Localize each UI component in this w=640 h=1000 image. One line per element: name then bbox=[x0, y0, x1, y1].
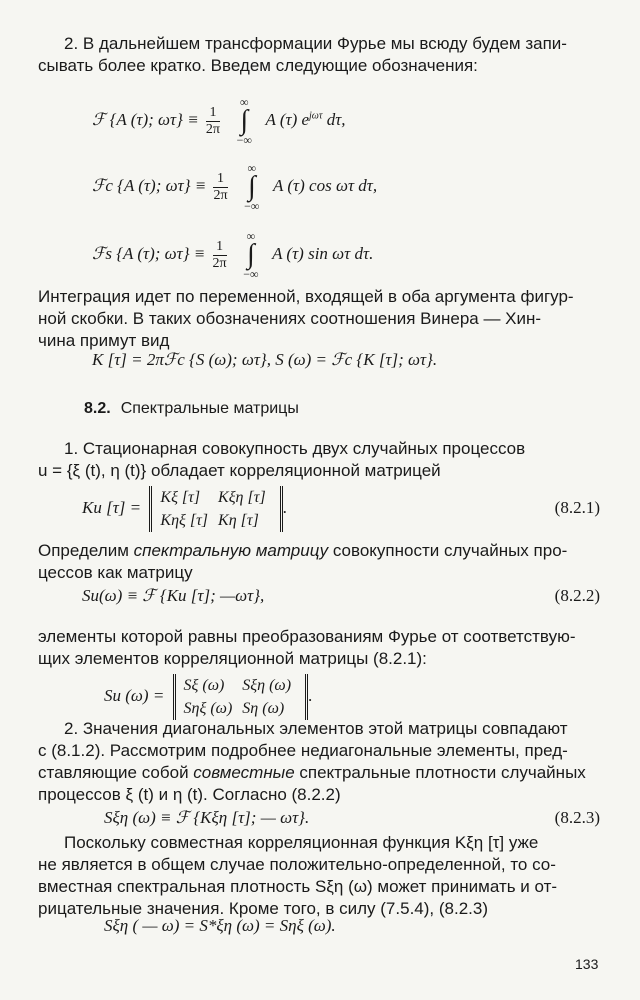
integral-sign: ∞ ∫ −∞ bbox=[244, 161, 260, 213]
correlation-matrix: Kξ [τ] Kξη [τ] Kηξ [τ] Kη [τ] bbox=[149, 486, 282, 532]
equation-number: (8.2.3) bbox=[554, 808, 600, 827]
fraction: $\frac{1}{2\pi}$ bbox=[205, 104, 220, 137]
section-heading: 8.2. Спектральные матрицы bbox=[84, 400, 299, 417]
paragraph-stationary: 1. Стационарная совокупность двух случайных процессов u = {ξ (t), η (t)} обладает корреляционной матрицей bbox=[38, 439, 526, 480]
formula-symmetry: Sξη ( — ω) = S*ξη (ω) = Sηξ (ω). bbox=[104, 916, 336, 935]
formula-fourier-cos: ℱc {A (τ); ωτ} ≡ $\frac{1}{2\pi}$ ∞ ∫ −∞ A (τ) cos ωτ dτ, bbox=[92, 161, 378, 213]
equation-8-2-1: Ku [τ] = Kξ [τ] Kξη [τ] Kηξ [τ] Kη [τ] . (8.2.1) bbox=[0, 486, 640, 536]
fraction: $\frac{1}{2\pi}$ bbox=[213, 170, 228, 203]
paragraph-integration: Интеграция идет по переменной, входящей в оба аргумента фигур- ной скобки. В таких обозначениях соотношения Винера — Хин- чина примут вид bbox=[38, 287, 574, 350]
paragraph-diagonal: 2. Значения диагональных элементов этой матрицы совпадают с (8.1.2). Рассмотрим подробнее недиагональные элементы, пред- ставляющие собой совместные спектральные плотности случайных процессов ξ (t) и η (t). Согласно (8.2.2) bbox=[38, 719, 586, 804]
paragraph-elements: элементы которой равны преобразованиям Фурье от соответствую- щих элементов корреляционной матрицы (8.2.1): bbox=[38, 627, 576, 668]
paragraph-spectral-matrix-def: Определим спектральную матрицу совокупности случайных про- цессов как матрицу bbox=[38, 541, 568, 582]
integral-sign: ∞ ∫ −∞ bbox=[243, 229, 259, 281]
paragraph-joint-correlation: Поскольку совместная корреляционная функция Kξη [τ] уже не является в общем случае положительно-определенной, то со- вместная спектральная плотность Sξη (ω) может принимать и от- рицательные значения. Кроме того, в силу (7.5.4), (8.2.3) bbox=[38, 833, 558, 918]
equation-8-2-2: Su(ω) ≡ ℱ {Ku [τ]; —ωτ}, (8.2.2) bbox=[82, 586, 600, 605]
fraction: $\frac{1}{2\pi}$ bbox=[212, 238, 227, 271]
integral-sign: ∞ ∫ −∞ bbox=[236, 95, 252, 147]
formula-spectral-matrix: Su (ω) = Sξ (ω) Sξη (ω) Sηξ (ω) Sη (ω) . bbox=[0, 674, 640, 724]
formula-fourier: ℱ {A (τ); ωτ} ≡ $\frac{1}{2\pi}$ ∞ ∫ −∞ A (τ) $e^{j\omega\tau}$ dτ, bbox=[92, 95, 346, 147]
formula-wiener-khinchin: K [τ] = 2πℱc {S (ω); ωτ}, S (ω) = ℱc {K [τ]; ωτ}. bbox=[92, 350, 438, 369]
equation-number: (8.2.2) bbox=[554, 586, 600, 605]
spectral-matrix: Sξ (ω) Sξη (ω) Sηξ (ω) Sη (ω) bbox=[173, 674, 309, 720]
page-number: 133 bbox=[575, 956, 599, 972]
equation-number: (8.2.1) bbox=[554, 498, 600, 517]
equation-8-2-3: Sξη (ω) ≡ ℱ {Kξη [τ]; — ωτ}. (8.2.3) bbox=[104, 808, 600, 827]
formula-fourier-sin: ℱs {A (τ); ωτ} ≡ $\frac{1}{2\pi}$ ∞ ∫ −∞ A (τ) sin ωτ dτ. bbox=[92, 229, 374, 281]
paragraph-intro: 2. В дальнейшем трансформации Фурье мы всюду будем запи- сывать более кратко. Введем следующие обозначения: bbox=[38, 34, 567, 75]
